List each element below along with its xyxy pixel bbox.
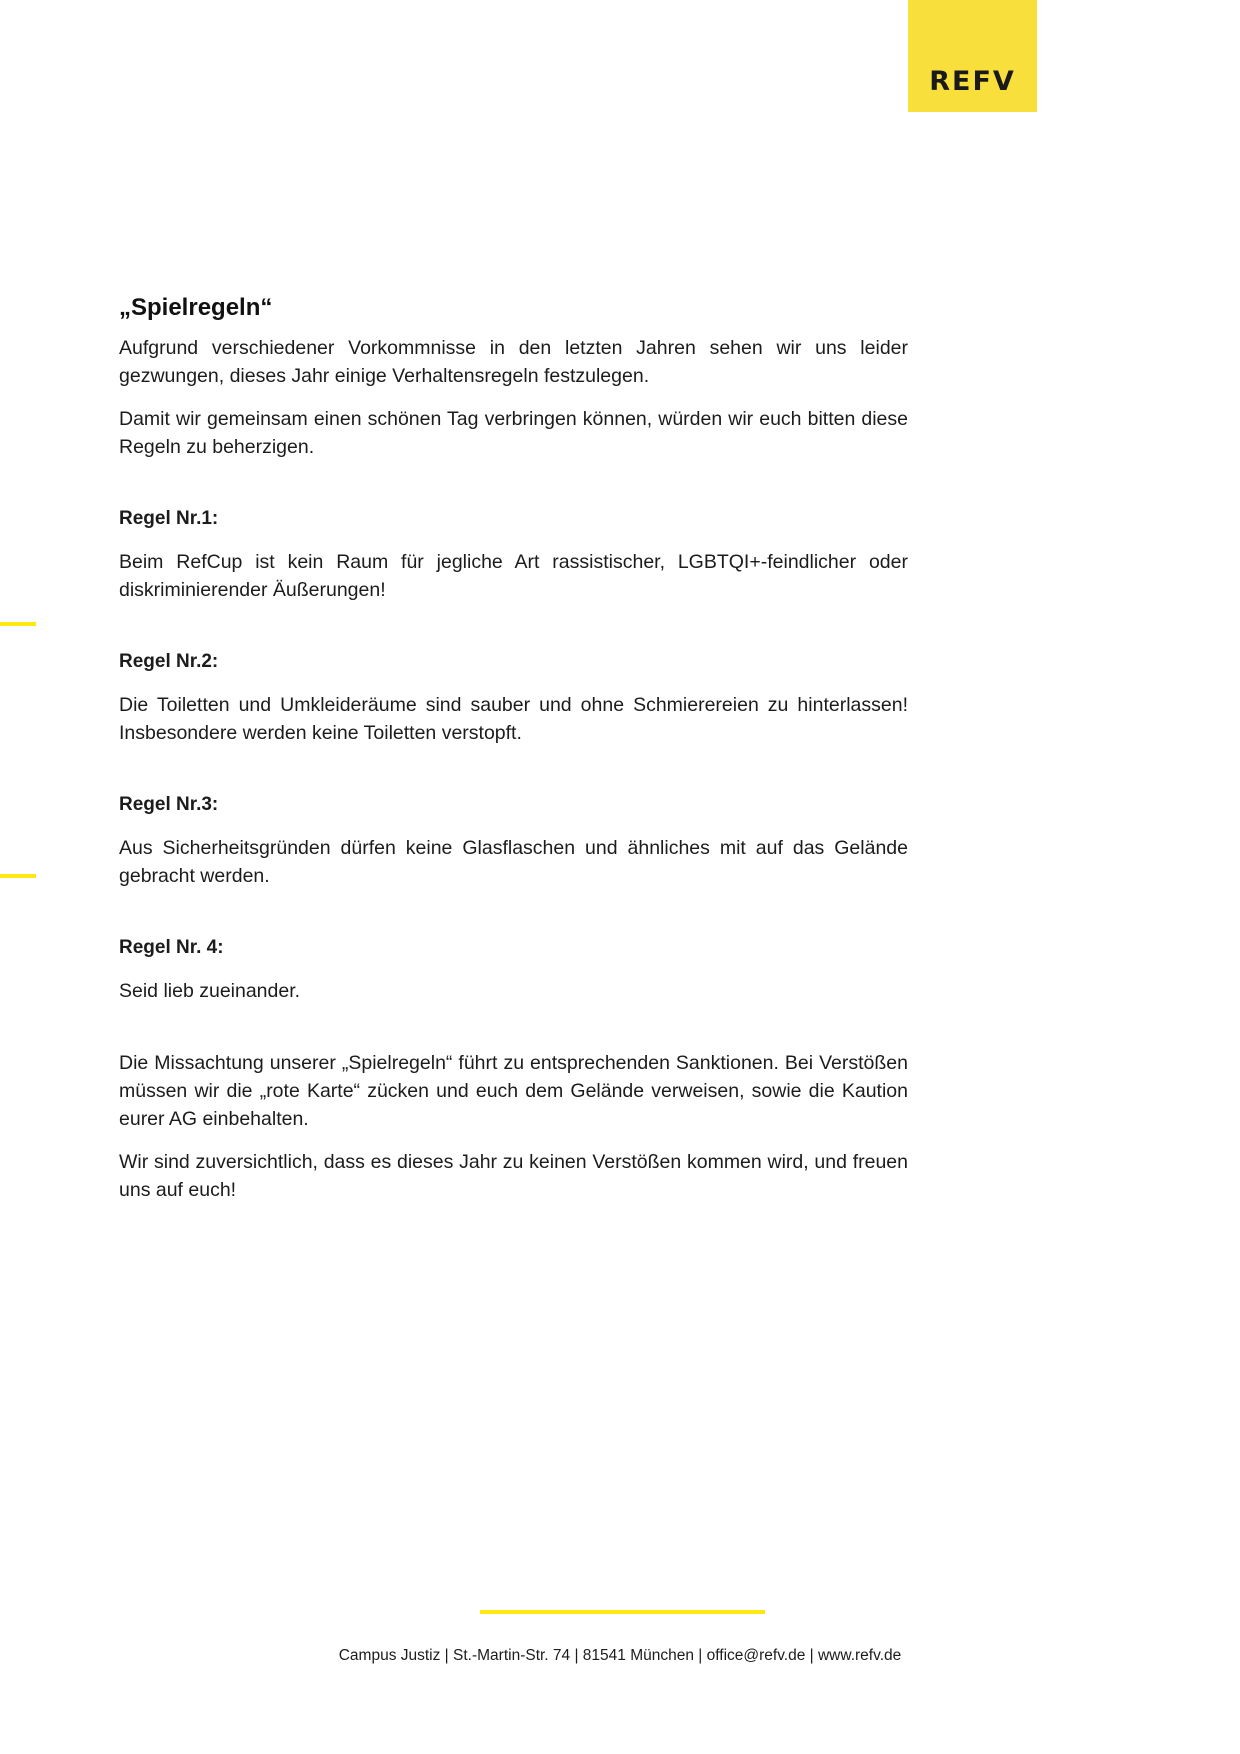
logo [908,0,1037,112]
closing-paragraph: Wir sind zuversichtlich, dass es dieses Jahr zu keinen Verstößen kommen wird, und freuen uns auf euch! [119,1151,908,1201]
intro-paragraph: Damit wir gemeinsam einen schönen Tag verbringen können, würden wir euch bitten diese Regeln zu beherzigen. [119,408,908,458]
rule-heading: Regel Nr.2: [119,651,219,672]
rule-text: Aus Sicherheitsgründen dürfen keine Glasflaschen und ähnliches mit auf das Gelände gebracht werden. [119,837,908,887]
closing-paragraph: Die Missachtung unserer „Spielregeln“ führt zu entsprechenden Sanktionen. Bei Verstößen müssen wir die „rote Karte“ zücken und euch dem Gelände verweisen, sowie die Kaution eurer AG einbehalten. [119,1052,908,1130]
rule-text: Seid lieb zueinander. [119,980,301,1002]
footer-contact: Campus Justiz | St.-Martin-Str. 74 | 81541 München | office@refv.de | www.refv.de [338,1647,902,1664]
fold-mark [0,622,36,626]
footer-divider [480,1610,765,1614]
document-body [119,292,908,1219]
rule-text: Beim RefCup ist kein Raum für jegliche Art rassistischer, LGBTQI+-feindlicher oder diskriminierender Äußerungen! [119,551,908,601]
intro-paragraph: Aufgrund verschiedener Vorkommnisse in den letzten Jahren sehen wir uns leider gezwungen, dieses Jahr einige Verhaltensregeln festzulegen. [119,337,908,387]
rule-heading: Regel Nr. 4: [119,937,224,958]
logo-text: REFV [929,66,1016,97]
rule-3 [119,791,908,890]
rule-2 [119,648,908,747]
rule-4 [119,934,908,1005]
rule-1 [119,505,908,604]
rule-text: Die Toiletten und Umkleideräume sind sauber und ohne Schmierereien zu hinterlassen! Insbesondere werden keine Toiletten verstopft. [119,694,908,744]
rule-heading: Regel Nr.1: [119,508,219,529]
punch-mark [0,874,36,878]
closing-section [119,1049,908,1204]
document-title: „Spielregeln“ [119,294,273,321]
rule-heading: Regel Nr.3: [119,794,219,815]
